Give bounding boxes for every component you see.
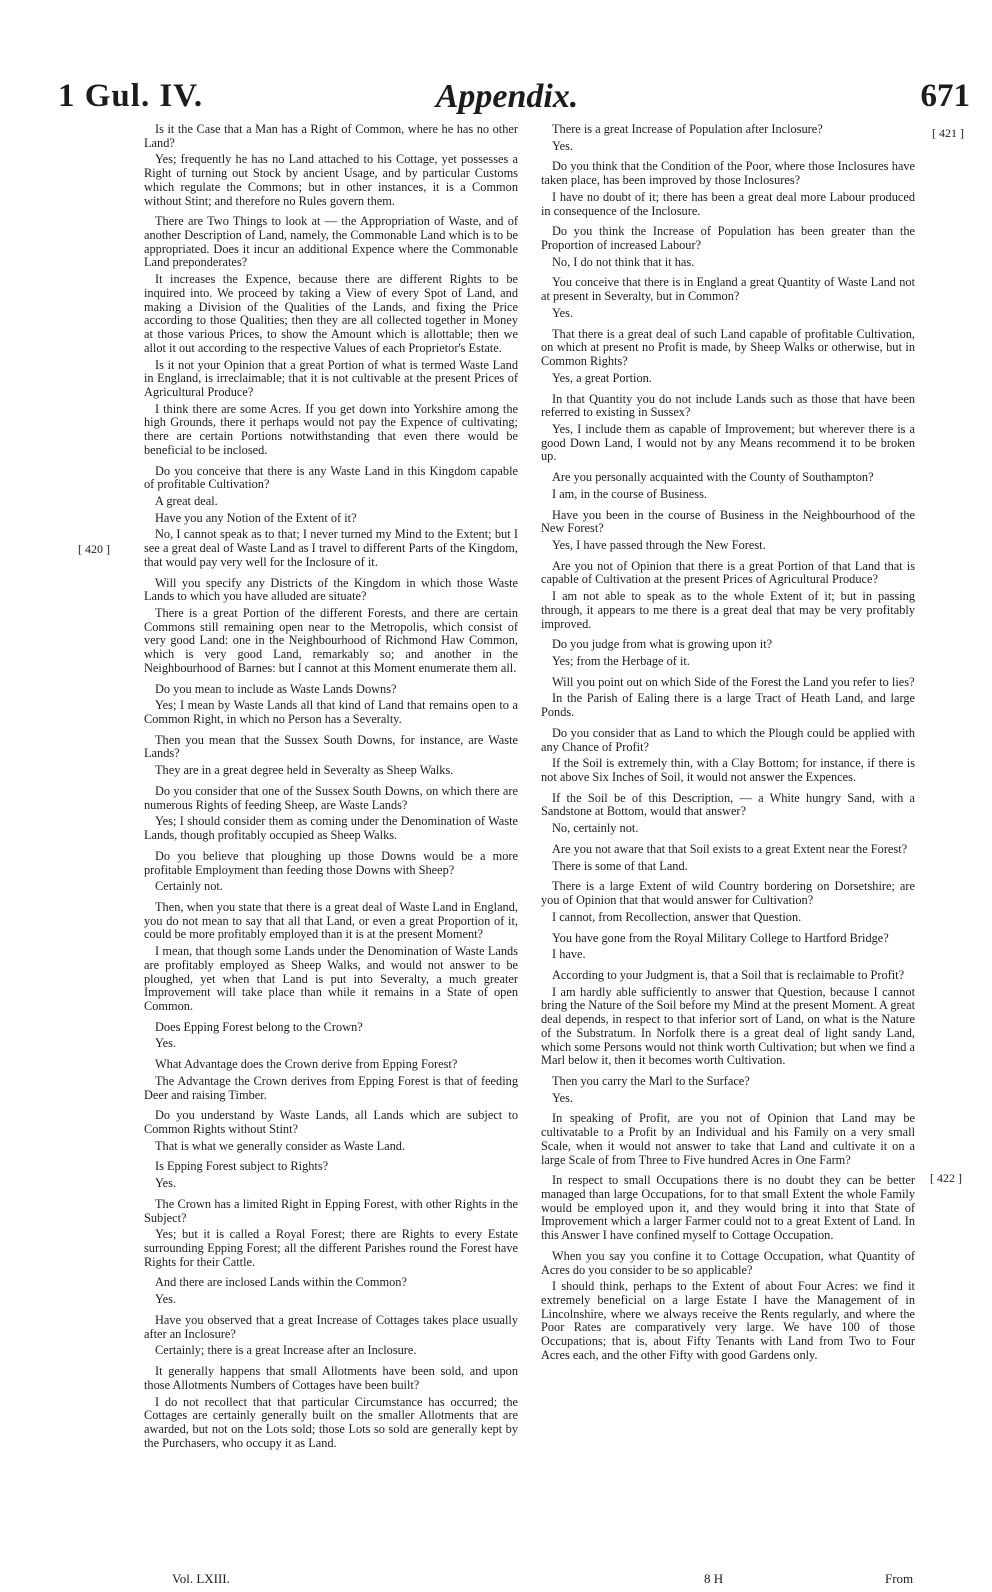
testimony-paragraph: Yes; I should consider them as coming under the Denomination of Waste Lands, though profitably occupied as Sheep Walks. xyxy=(144,814,518,843)
catchword: From xyxy=(885,1571,914,1586)
testimony-paragraph: Is Epping Forest subject to Rights? xyxy=(155,1159,329,1174)
testimony-paragraph: Then you carry the Marl to the Surface? xyxy=(552,1073,750,1088)
testimony-paragraph: Will you point out on which Side of the Forest the Land you refer to lies? xyxy=(552,674,915,689)
testimony-paragraph: Are you personally acquainted with the County of Southampton? xyxy=(552,470,874,485)
session-label: 1 Gul. IV. xyxy=(58,78,204,114)
testimony-paragraph: Will you specify any Districts of the Kingdom in which those Waste Lands to which you have alluded are situate? xyxy=(144,575,518,604)
testimony-paragraph: A great deal. xyxy=(155,493,218,508)
testimony-paragraph: That is what we generally consider as Waste Land. xyxy=(155,1138,406,1153)
testimony-paragraph: I cannot, from Recollection, answer that Question. xyxy=(552,909,802,924)
testimony-paragraph: I have. xyxy=(552,947,586,962)
testimony-paragraph: Do you consider that one of the Sussex South Downs, on which there are numerous Rights of feeding Sheep, are Waste Lands? xyxy=(144,783,518,812)
testimony-paragraph: I do not recollect that that particular Circumstance has occurred; the Cottages are certainly generally built on the smaller Allotments that are awarded, but not on the Lots sold; those Lots so sold are generally kept by the Purchasers, who occupy it as Land. xyxy=(144,1394,518,1450)
testimony-paragraph: Yes. xyxy=(552,305,574,320)
testimony-paragraph: I am, in the course of Business. xyxy=(552,486,707,501)
testimony-paragraph: Yes, I have passed through the New Forest. xyxy=(552,537,766,552)
testimony-paragraph: I mean, that though some Lands under the Denomination of Waste Lands are profitably employed as Sheep Walks, and would not answer to be ploughed, yet when that Land is put into Severalty, a much greater Improvement will take place than while it remains in a State of open Common. xyxy=(144,944,518,1013)
testimony-paragraph: You conceive that there is in England a great Quantity of Waste Land not at present in Severalty, but in Common? xyxy=(541,275,915,304)
page-number: 671 xyxy=(920,78,970,114)
testimony-paragraph: Have you any Notion of the Extent of it? xyxy=(155,510,357,525)
testimony-paragraph: If the Soil be of this Description, — a White hungry Sand, with a Sandstone at Bottom, would that answer? xyxy=(541,790,915,819)
testimony-paragraph: Yes. xyxy=(155,1176,177,1191)
testimony-paragraph: Yes, a great Portion. xyxy=(552,370,652,385)
testimony-paragraph: Do you judge from what is growing upon it? xyxy=(552,637,773,652)
testimony-paragraph: That there is a great deal of such Land capable of profitable Cultivation, on which at present no Profit is made, by Sheep Walks or otherwise, but in Common Rights? xyxy=(541,326,915,369)
testimony-paragraph: Yes, I include them as capable of Improvement; but wherever there is a good Down Land, I would not by any Means recommend it to be broken up. xyxy=(541,421,915,464)
testimony-paragraph: Do you mean to include as Waste Lands Downs? xyxy=(155,681,397,696)
testimony-paragraph: According to your Judgment is, that a Soil that is reclaimable to Profit? xyxy=(552,967,905,982)
testimony-paragraph: Yes. xyxy=(155,1036,177,1051)
testimony-paragraph: Certainly not. xyxy=(155,879,223,894)
testimony-paragraph: I should think, perhaps to the Extent of about Four Acres: we find it extremely beneficial on a large Estate I have the Management of in Lincolnshire, where we always receive the Rents regularly, and where the Poor Rates are comparatively very large. We have 100 of those Occupations; that is, about Fifty Tenants with Land from Two to Four Acres each, and the other Fifty with good Gardens only. xyxy=(541,1279,915,1362)
margin-note-421: [ 421 ] xyxy=(932,126,964,140)
testimony-paragraph: Do you conceive that there is any Waste Land in this Kingdom capable of profitable Cultivation? xyxy=(144,463,518,492)
left-column xyxy=(144,123,518,1453)
testimony-paragraph: Have you observed that a great Increase of Cottages takes place usually after an Inclosure? xyxy=(144,1312,518,1341)
testimony-paragraph: I have no doubt of it; there has been a great deal more Labour produced in consequence of the Inclosure. xyxy=(541,189,915,218)
testimony-paragraph: Do you believe that ploughing up those Downs would be a more profitable Employment than feeding those Downs with Sheep? xyxy=(144,848,518,877)
testimony-paragraph: Yes; from the Herbage of it. xyxy=(552,654,690,668)
section-title: Appendix. xyxy=(435,78,579,115)
testimony-paragraph: Is it the Case that a Man has a Right of Common, where he has no other Land? xyxy=(144,122,518,150)
margin-note-422: [ 422 ] xyxy=(930,1171,962,1185)
testimony-paragraph: Is it not your Opinion that a great Portion of what is termed Waste Land in England, is irreclaimable; that it is not cultivable at the present Prices of Agricultural Produce? xyxy=(144,357,518,399)
testimony-paragraph: Yes; but it is called a Royal Forest; there are Rights to every Estate surrounding Epping Forest; all the different Parishes round the Forest have Rights for their Cattle. xyxy=(144,1227,518,1269)
testimony-paragraph: I think there are some Acres. If you get down into Yorkshire among the high Grounds, there it perhaps would not pay the Expence of cultivating; there are certain Portions notwithstanding that even there would be beneficial to be inclosed. xyxy=(144,401,518,457)
testimony-paragraph: Have you been in the course of Business in the Neighbourhood of the New Forest? xyxy=(541,507,915,536)
testimony-paragraph: And there are inclosed Lands within the Common? xyxy=(155,1275,407,1290)
testimony-paragraph: I am hardly able sufficiently to answer that Question, because I cannot bring the Nature of the Soil before my Mind at the present Moment. A great deal depends, in respect to that inferior sort of Land, on what is the Nature of the Substratum. In Norfolk there is a great deal of light sandy Land, which some Persons would not think worth Cultivation; but when we find a Marl below it, then it becomes worth Cultivation. xyxy=(541,984,915,1068)
testimony-paragraph: Yes. xyxy=(552,1090,574,1105)
testimony-paragraph: The Crown has a limited Right in Epping Forest, with other Rights in the Subject? xyxy=(144,1196,518,1225)
testimony-paragraph: There is a great Portion of the different Forests, and there are certain Commons still remaining open near to the Metropolis, which consist of very good Land: one in the Neighbourhood of Richmond Haw Common, which is very good Land, remarkably so; and another in the Neighbourhood of Barnes: but I cannot at this Moment enumerate them all. xyxy=(144,606,518,675)
testimony-paragraph: No, certainly not. xyxy=(552,821,639,836)
testimony-paragraph: Are you not aware that that Soil exists to a great Extent near the Forest? xyxy=(552,841,908,856)
testimony-paragraph: Certainly; there is a great Increase after an Inclosure. xyxy=(155,1343,417,1358)
testimony-paragraph: It generally happens that small Allotments have been sold, and upon those Allotments Numbers of Cottages have been built? xyxy=(144,1364,518,1392)
right-column xyxy=(541,123,915,1366)
volume-label: Vol. LXIII. xyxy=(172,1571,230,1586)
testimony-paragraph: Do you think that the Condition of the Poor, where those Inclosures have taken place, has been improved by those Inclosures? xyxy=(541,159,915,188)
testimony-paragraph: I am not able to speak as to the whole Extent of it; but in passing through, it appears to me there is a great deal that may be very profitably improved. xyxy=(541,589,915,631)
testimony-paragraph: Do you consider that as Land to which the Plough could be applied with any Chance of Profit? xyxy=(541,725,915,754)
testimony-paragraph: There is a large Extent of wild Country bordering on Dorsetshire; are you of Opinion that that would answer for Cultivation? xyxy=(541,879,915,908)
testimony-paragraph: There is some of that Land. xyxy=(552,858,688,873)
testimony-paragraph: Do you think the Increase of Population has been greater than the Proportion of increased Labour? xyxy=(541,224,915,253)
testimony-paragraph: Does Epping Forest belong to the Crown? xyxy=(155,1019,363,1034)
testimony-paragraph: Then, when you state that there is a great deal of Waste Land in England, you do not mean to say that all that Land, or even a great Proportion of it, could be more profitably employed than it is at the present Moment? xyxy=(144,899,518,942)
testimony-paragraph: There is a great Increase of Population after Inclosure? xyxy=(552,122,823,136)
testimony-paragraph: Yes; frequently he has no Land attached to his Cottage, yet possesses a Right of turning out Stock by ancient Usage, and by particular Customs which regulate the Commons; but in other instances, it is a Common without Stint; and therefore no Rules govern them. xyxy=(144,152,518,208)
testimony-paragraph: There are Two Things to look at — the Appropriation of Waste, and of another Description of Land, namely, the Commonable Land which is to be appropriated. Does it incur an additional Expence where the Commonable Land preponderates? xyxy=(144,214,518,270)
testimony-paragraph: In that Quantity you do not include Lands such as those that have been referred to existing in Sussex? xyxy=(541,391,915,420)
testimony-paragraph: No, I cannot speak as to that; I never turned my Mind to the Extent; but I see a great deal of Waste Land as I travel to different Parts of the Kingdom, that would pay very well for the Inclosure of it. xyxy=(144,527,518,569)
testimony-paragraph: In the Parish of Ealing there is a large Tract of Heath Land, and large Ponds. xyxy=(541,691,915,720)
testimony-paragraph: Are you not of Opinion that there is a great Portion of that Land that is capable of Cultivation at the present Prices of Agricultural Produce? xyxy=(541,558,915,587)
testimony-paragraph: It increases the Expence, because there are different Rights to be inquired into. We proceed by taking a View of every Spot of Land, and making a Division of the Qualities of the Lands, and fixing the Price according to those Qualities; then they are all collected together in Money at those various Prices, to show the Amount which is allottable; then we allot it out according to the respective Values of each Proprietor's Estate. xyxy=(144,272,518,355)
testimony-paragraph: Yes; I mean by Waste Lands all that kind of Land that remains open to a Common Right, in which no Person has a Severalty. xyxy=(144,698,518,727)
testimony-paragraph: They are in a great degree held in Severalty as Sheep Walks. xyxy=(155,763,454,778)
testimony-paragraph: Do you understand by Waste Lands, all Lands which are subject to Common Rights without Stint? xyxy=(144,1108,518,1136)
testimony-paragraph: When you say you confine it to Cottage Occupation, what Quantity of Acres do you consider to be so applicable? xyxy=(541,1248,915,1277)
testimony-paragraph: No, I do not think that it has. xyxy=(552,254,695,269)
testimony-paragraph: Yes. xyxy=(552,138,574,153)
margin-note-420: [ 420 ] xyxy=(78,542,110,556)
testimony-paragraph: In respect to small Occupations there is no doubt they can be better managed than large Occupations, for to that small Extent the whole Family would be employed upon it, and they would bring it into that State of Improvement which a larger Farmer could not to a great Extent of Land. In this Answer I have confined myself to Cottage Occupation. xyxy=(541,1173,915,1243)
testimony-paragraph: What Advantage does the Crown derive from Epping Forest? xyxy=(155,1057,458,1072)
testimony-paragraph: If the Soil is extremely thin, with a Clay Bottom; for instance, if there is not above Six Inches of Soil, it would not answer the Expences. xyxy=(541,756,915,785)
testimony-paragraph: You have gone from the Royal Military College to Hartford Bridge? xyxy=(552,930,889,945)
testimony-paragraph: Yes. xyxy=(155,1292,177,1307)
signature-mark: 8 H xyxy=(704,1571,724,1586)
testimony-paragraph: The Advantage the Crown derives from Epping Forest is that of feeding Deer and raising Timber. xyxy=(144,1073,518,1102)
testimony-paragraph: In speaking of Profit, are you not of Opinion that Land may be cultivatable to a Profit by an Individual and his Family on a very small Scale, when it would not answer to take that Land and cultivate it on a large Scale of from Three to Five hundred Acres in One Farm? xyxy=(541,1111,915,1167)
running-header xyxy=(40,78,974,124)
testimony-paragraph: Then you mean that the Sussex South Downs, for instance, are Waste Lands? xyxy=(144,732,518,761)
